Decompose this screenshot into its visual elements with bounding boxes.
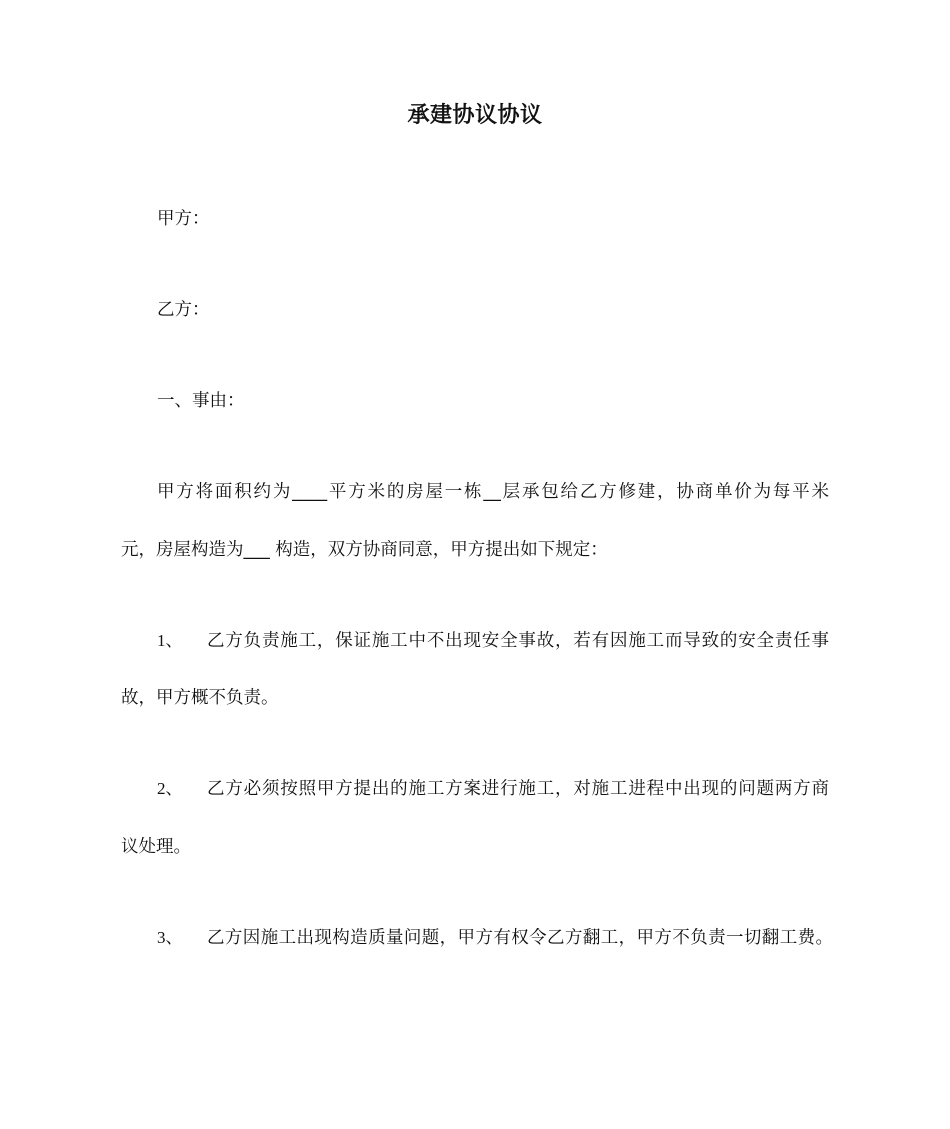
document-title: 承建协议协议 [407,103,543,128]
list-item-2 [157,777,829,801]
list-item-1-line-1: 乙方负责施工，保证施工中不出现安全事故，若有因施工而导致的安全责任事 [207,631,829,651]
section-one-heading: 一、事由： [157,391,245,411]
list-item-3-number: 3、 [157,928,183,947]
party-b-label: 乙方： [157,300,210,320]
list-item-3 [157,926,833,950]
list-item-2-line-1: 乙方必须按照甲方提出的施工方案进行施工，对施工进程中出现的问题两方商 [207,779,829,799]
party-a-label: 甲方： [157,209,210,229]
list-item-1-number: 1、 [157,631,183,650]
list-item-1 [157,629,829,653]
paragraph-1-line-2: 元，房屋构造为___ 构造，双方协商同意，甲方提出如下规定： [121,540,608,560]
list-item-3-line-1: 乙方因施工出现构造质量问题，甲方有权令乙方翻工，甲方不负责一切翻工费。 [207,928,833,948]
list-item-1-line-2: 故，甲方概不负责。 [121,688,279,708]
list-item-2-number: 2、 [157,779,183,798]
paragraph-1-line-1: 甲方将面积约为____平方米的房屋一栋__层承包给乙方修建，协商单价为每平米 [157,482,829,502]
list-item-2-line-2: 议处理。 [121,837,191,857]
